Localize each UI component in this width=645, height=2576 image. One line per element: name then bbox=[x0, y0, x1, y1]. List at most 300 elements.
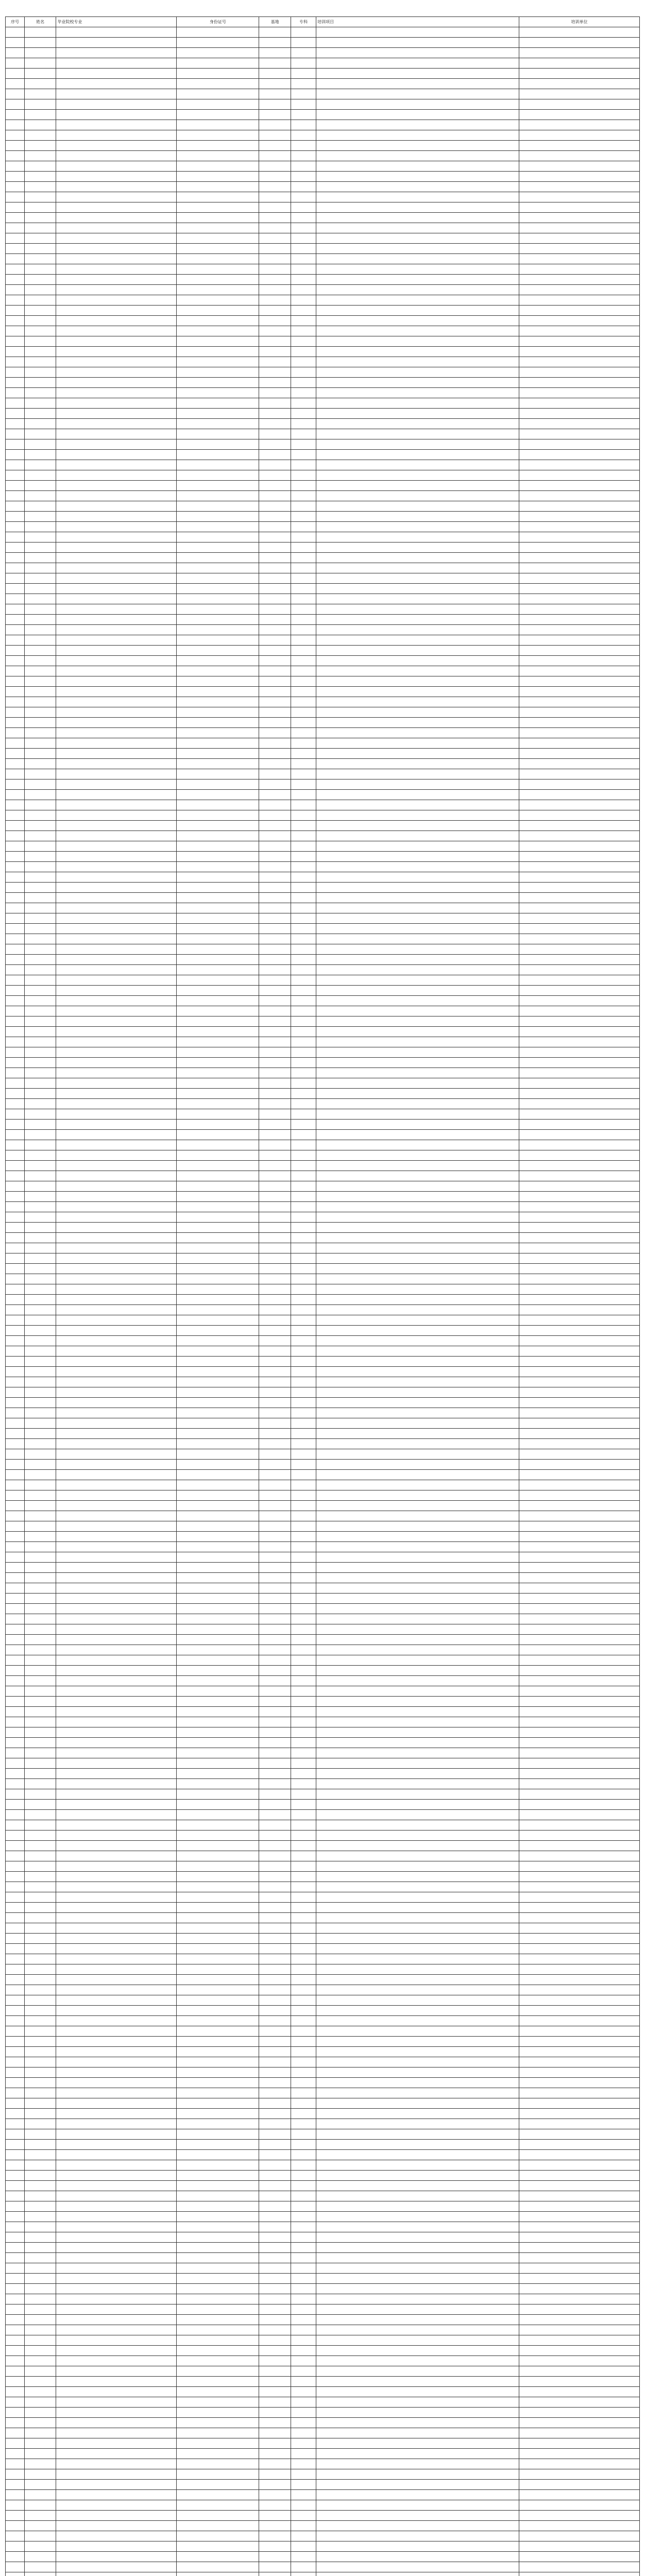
cell-specialty bbox=[291, 1140, 316, 1150]
cell-base bbox=[259, 2397, 291, 2408]
cell-school bbox=[56, 728, 177, 738]
cell-school bbox=[56, 1552, 177, 1563]
cell-base bbox=[259, 769, 291, 779]
cell-training-project bbox=[316, 1480, 519, 1490]
cell-training-project bbox=[316, 1624, 519, 1635]
cell-school bbox=[56, 955, 177, 965]
cell-training-unit bbox=[519, 1016, 640, 1027]
cell-specialty bbox=[291, 1511, 316, 1521]
cell-id-number bbox=[177, 2212, 259, 2222]
cell-training-unit bbox=[519, 2140, 640, 2150]
cell-training-unit bbox=[519, 69, 640, 79]
cell-school bbox=[56, 1954, 177, 1964]
table-row bbox=[6, 2356, 640, 2366]
cell-training-unit bbox=[519, 1449, 640, 1460]
table-row bbox=[6, 1655, 640, 1666]
cell-base bbox=[259, 604, 291, 615]
cell-base bbox=[259, 1233, 291, 1243]
cell-specialty bbox=[291, 1985, 316, 1995]
cell-base bbox=[259, 934, 291, 944]
cell-specialty bbox=[291, 2500, 316, 2511]
cell-id-number bbox=[177, 1604, 259, 1614]
cell-id-number bbox=[177, 944, 259, 955]
cell-training-unit bbox=[519, 2366, 640, 2377]
cell-id-number bbox=[177, 955, 259, 965]
cell-id-number bbox=[177, 2325, 259, 2335]
cell-base bbox=[259, 2212, 291, 2222]
cell-training-unit bbox=[519, 120, 640, 130]
cell-index bbox=[6, 439, 25, 450]
table-row bbox=[6, 151, 640, 161]
cell-specialty bbox=[291, 1315, 316, 1326]
cell-school bbox=[56, 1964, 177, 1975]
table-row bbox=[6, 2438, 640, 2449]
cell-specialty bbox=[291, 1212, 316, 1223]
cell-school bbox=[56, 2304, 177, 2315]
cell-training-unit bbox=[519, 1223, 640, 1233]
cell-training-unit bbox=[519, 676, 640, 687]
cell-school bbox=[56, 419, 177, 429]
cell-index bbox=[6, 2150, 25, 2160]
table-row bbox=[6, 69, 640, 79]
cell-id-number bbox=[177, 501, 259, 512]
cell-school bbox=[56, 986, 177, 996]
cell-specialty bbox=[291, 48, 316, 58]
cell-specialty bbox=[291, 810, 316, 821]
cell-specialty bbox=[291, 2067, 316, 2078]
cell-school bbox=[56, 1387, 177, 1398]
cell-name bbox=[25, 1284, 57, 1295]
cell-name bbox=[25, 1295, 57, 1305]
cell-training-project bbox=[316, 676, 519, 687]
cell-id-number bbox=[177, 1583, 259, 1594]
cell-name bbox=[25, 563, 57, 573]
table-row bbox=[6, 1521, 640, 1532]
cell-index bbox=[6, 2438, 25, 2449]
cell-school bbox=[56, 1089, 177, 1099]
cell-index bbox=[6, 749, 25, 759]
cell-training-unit bbox=[519, 666, 640, 676]
cell-index bbox=[6, 470, 25, 481]
cell-training-project bbox=[316, 470, 519, 481]
cell-base bbox=[259, 1068, 291, 1078]
table-row bbox=[6, 707, 640, 718]
cell-specialty bbox=[291, 213, 316, 223]
cell-name bbox=[25, 1789, 57, 1800]
cell-index bbox=[6, 1192, 25, 1202]
cell-training-unit bbox=[519, 2212, 640, 2222]
cell-school bbox=[56, 913, 177, 924]
cell-school bbox=[56, 594, 177, 604]
table-row bbox=[6, 1068, 640, 1078]
cell-name bbox=[25, 1387, 57, 1398]
cell-name bbox=[25, 1851, 57, 1861]
table-row bbox=[6, 615, 640, 625]
cell-specialty bbox=[291, 1295, 316, 1305]
cell-index bbox=[6, 2129, 25, 2140]
cell-school bbox=[56, 398, 177, 409]
cell-school bbox=[56, 2315, 177, 2325]
cell-specialty bbox=[291, 1326, 316, 1336]
cell-training-unit bbox=[519, 110, 640, 120]
cell-id-number bbox=[177, 2304, 259, 2315]
cell-specialty bbox=[291, 1037, 316, 1047]
cell-base bbox=[259, 903, 291, 913]
cell-index bbox=[6, 192, 25, 202]
cell-training-project bbox=[316, 1872, 519, 1882]
cell-id-number bbox=[177, 821, 259, 831]
cell-training-unit bbox=[519, 1274, 640, 1284]
cell-name bbox=[25, 1573, 57, 1583]
cell-index bbox=[6, 594, 25, 604]
table-row bbox=[6, 1305, 640, 1315]
cell-training-project bbox=[316, 779, 519, 790]
cell-id-number bbox=[177, 1923, 259, 1934]
cell-index bbox=[6, 738, 25, 749]
cell-specialty bbox=[291, 1387, 316, 1398]
cell-training-unit bbox=[519, 1594, 640, 1604]
cell-training-unit bbox=[519, 202, 640, 213]
cell-specialty bbox=[291, 1460, 316, 1470]
cell-specialty bbox=[291, 1748, 316, 1758]
cell-index bbox=[6, 1810, 25, 1820]
cell-training-unit bbox=[519, 2191, 640, 2201]
cell-training-project bbox=[316, 398, 519, 409]
table-row bbox=[6, 944, 640, 955]
table-row bbox=[6, 419, 640, 429]
cell-specialty bbox=[291, 604, 316, 615]
table-row bbox=[6, 1542, 640, 1552]
header-training-unit: 培训单位 bbox=[519, 17, 640, 27]
cell-training-project bbox=[316, 1233, 519, 1243]
table-row bbox=[6, 1975, 640, 1985]
cell-training-project bbox=[316, 2356, 519, 2366]
cell-name bbox=[25, 1377, 57, 1387]
table-row bbox=[6, 1449, 640, 1460]
cell-name bbox=[25, 1841, 57, 1851]
cell-training-project bbox=[316, 1800, 519, 1810]
cell-base bbox=[259, 367, 291, 378]
table-row bbox=[6, 2469, 640, 2480]
table-row bbox=[6, 2387, 640, 2397]
table-row bbox=[6, 862, 640, 872]
cell-index bbox=[6, 1418, 25, 1429]
cell-training-project bbox=[316, 1594, 519, 1604]
cell-specialty bbox=[291, 2088, 316, 2098]
cell-base bbox=[259, 1408, 291, 1418]
cell-base bbox=[259, 646, 291, 656]
cell-specialty bbox=[291, 491, 316, 501]
cell-school bbox=[56, 470, 177, 481]
cell-id-number bbox=[177, 532, 259, 543]
cell-name bbox=[25, 1326, 57, 1336]
cell-index bbox=[6, 2408, 25, 2418]
cell-base bbox=[259, 2490, 291, 2500]
cell-specialty bbox=[291, 1563, 316, 1573]
table-row bbox=[6, 584, 640, 594]
cell-name bbox=[25, 69, 57, 79]
cell-training-unit bbox=[519, 800, 640, 810]
cell-name bbox=[25, 2521, 57, 2531]
cell-training-unit bbox=[519, 944, 640, 955]
cell-base bbox=[259, 2418, 291, 2428]
cell-base bbox=[259, 697, 291, 707]
table-row bbox=[6, 1016, 640, 1027]
cell-school bbox=[56, 1913, 177, 1923]
cell-training-project bbox=[316, 913, 519, 924]
table-row bbox=[6, 934, 640, 944]
cell-base bbox=[259, 1851, 291, 1861]
cell-school bbox=[56, 1995, 177, 2006]
header-base: 基地 bbox=[259, 17, 291, 27]
cell-training-project bbox=[316, 1769, 519, 1779]
cell-name bbox=[25, 491, 57, 501]
cell-base bbox=[259, 1697, 291, 1707]
cell-training-unit bbox=[519, 522, 640, 532]
cell-name bbox=[25, 2459, 57, 2469]
cell-index bbox=[6, 1109, 25, 1120]
cell-specialty bbox=[291, 2098, 316, 2109]
cell-name bbox=[25, 1697, 57, 1707]
table-row bbox=[6, 439, 640, 450]
cell-training-unit bbox=[519, 1212, 640, 1223]
cell-training-unit bbox=[519, 1305, 640, 1315]
cell-index bbox=[6, 625, 25, 635]
cell-school bbox=[56, 1295, 177, 1305]
cell-id-number bbox=[177, 254, 259, 264]
cell-id-number bbox=[177, 2253, 259, 2263]
table-row bbox=[6, 409, 640, 419]
cell-training-project bbox=[316, 130, 519, 141]
cell-base bbox=[259, 707, 291, 718]
cell-base bbox=[259, 1676, 291, 1686]
cell-base bbox=[259, 975, 291, 986]
cell-training-unit bbox=[519, 470, 640, 481]
table-row bbox=[6, 2541, 640, 2552]
cell-name bbox=[25, 151, 57, 161]
cell-school bbox=[56, 2160, 177, 2171]
table-row bbox=[6, 2335, 640, 2346]
cell-training-project bbox=[316, 1748, 519, 1758]
cell-name bbox=[25, 27, 57, 38]
cell-school bbox=[56, 2480, 177, 2490]
cell-school bbox=[56, 2274, 177, 2284]
cell-base bbox=[259, 584, 291, 594]
cell-specialty bbox=[291, 99, 316, 110]
cell-school bbox=[56, 821, 177, 831]
cell-id-number bbox=[177, 1573, 259, 1583]
cell-training-project bbox=[316, 2140, 519, 2150]
cell-id-number bbox=[177, 2428, 259, 2438]
cell-specialty bbox=[291, 1171, 316, 1181]
table-row bbox=[6, 450, 640, 460]
table-row bbox=[6, 1181, 640, 1192]
cell-training-unit bbox=[519, 1243, 640, 1253]
cell-name bbox=[25, 2511, 57, 2521]
cell-school bbox=[56, 1511, 177, 1521]
table-row bbox=[6, 1552, 640, 1563]
cell-school bbox=[56, 852, 177, 862]
cell-base bbox=[259, 1047, 291, 1058]
table-row bbox=[6, 1563, 640, 1573]
cell-id-number bbox=[177, 718, 259, 728]
cell-school bbox=[56, 1532, 177, 1542]
cell-training-project bbox=[316, 594, 519, 604]
cell-training-unit bbox=[519, 615, 640, 625]
cell-index bbox=[6, 2212, 25, 2222]
cell-name bbox=[25, 1429, 57, 1439]
cell-name bbox=[25, 1130, 57, 1140]
cell-training-unit bbox=[519, 1490, 640, 1501]
cell-school bbox=[56, 1490, 177, 1501]
cell-id-number bbox=[177, 130, 259, 141]
cell-training-unit bbox=[519, 1037, 640, 1047]
cell-base bbox=[259, 1892, 291, 1903]
cell-school bbox=[56, 573, 177, 584]
cell-id-number bbox=[177, 1552, 259, 1563]
cell-specialty bbox=[291, 1831, 316, 1841]
table-row bbox=[6, 2140, 640, 2150]
cell-name bbox=[25, 2150, 57, 2160]
cell-training-project bbox=[316, 883, 519, 893]
cell-training-unit bbox=[519, 2562, 640, 2572]
cell-training-unit bbox=[519, 2119, 640, 2129]
cell-specialty bbox=[291, 69, 316, 79]
table-row bbox=[6, 1253, 640, 1264]
cell-training-project bbox=[316, 141, 519, 151]
cell-training-project bbox=[316, 1346, 519, 1357]
cell-school bbox=[56, 1594, 177, 1604]
cell-training-project bbox=[316, 759, 519, 769]
cell-training-unit bbox=[519, 1738, 640, 1748]
cell-training-project bbox=[316, 1460, 519, 1470]
cell-index bbox=[6, 1903, 25, 1913]
table-row bbox=[6, 2449, 640, 2459]
cell-name bbox=[25, 470, 57, 481]
cell-id-number bbox=[177, 2150, 259, 2160]
cell-school bbox=[56, 1748, 177, 1758]
cell-base bbox=[259, 1429, 291, 1439]
cell-index bbox=[6, 996, 25, 1006]
cell-training-project bbox=[316, 120, 519, 130]
cell-training-unit bbox=[519, 1357, 640, 1367]
cell-base bbox=[259, 1223, 291, 1233]
cell-id-number bbox=[177, 2232, 259, 2243]
cell-name bbox=[25, 2490, 57, 2500]
cell-training-project bbox=[316, 646, 519, 656]
cell-specialty bbox=[291, 347, 316, 357]
cell-specialty bbox=[291, 1717, 316, 1727]
cell-id-number bbox=[177, 584, 259, 594]
table-row bbox=[6, 2181, 640, 2191]
cell-specialty bbox=[291, 1398, 316, 1408]
cell-training-unit bbox=[519, 2006, 640, 2016]
cell-index bbox=[6, 512, 25, 522]
cell-specialty bbox=[291, 553, 316, 563]
cell-training-project bbox=[316, 2408, 519, 2418]
cell-training-unit bbox=[519, 779, 640, 790]
cell-training-unit bbox=[519, 656, 640, 666]
cell-training-unit bbox=[519, 2047, 640, 2057]
cell-name bbox=[25, 1666, 57, 1676]
cell-training-project bbox=[316, 161, 519, 172]
cell-training-unit bbox=[519, 1964, 640, 1975]
cell-name bbox=[25, 481, 57, 491]
cell-base bbox=[259, 1120, 291, 1130]
cell-id-number bbox=[177, 2098, 259, 2109]
cell-school bbox=[56, 1150, 177, 1161]
cell-training-project bbox=[316, 378, 519, 388]
cell-name bbox=[25, 1779, 57, 1789]
table-row bbox=[6, 1594, 640, 1604]
cell-training-project bbox=[316, 326, 519, 336]
cell-index bbox=[6, 357, 25, 367]
cell-training-unit bbox=[519, 594, 640, 604]
cell-base bbox=[259, 1027, 291, 1037]
table-row bbox=[6, 1460, 640, 1470]
cell-specialty bbox=[291, 965, 316, 975]
cell-base bbox=[259, 2449, 291, 2459]
cell-school bbox=[56, 439, 177, 450]
cell-id-number bbox=[177, 1542, 259, 1552]
cell-base bbox=[259, 110, 291, 120]
cell-school bbox=[56, 336, 177, 347]
cell-base bbox=[259, 1645, 291, 1655]
cell-base bbox=[259, 1398, 291, 1408]
cell-index bbox=[6, 38, 25, 48]
cell-index bbox=[6, 1604, 25, 1614]
table-row bbox=[6, 759, 640, 769]
cell-training-unit bbox=[519, 1192, 640, 1202]
cell-name bbox=[25, 1748, 57, 1758]
cell-name bbox=[25, 357, 57, 367]
cell-id-number bbox=[177, 336, 259, 347]
cell-training-project bbox=[316, 151, 519, 161]
cell-index bbox=[6, 2181, 25, 2191]
cell-training-unit bbox=[519, 2078, 640, 2088]
cell-training-project bbox=[316, 1161, 519, 1171]
cell-index bbox=[6, 1284, 25, 1295]
cell-base bbox=[259, 2243, 291, 2253]
cell-training-project bbox=[316, 944, 519, 955]
cell-id-number bbox=[177, 1954, 259, 1964]
cell-training-project bbox=[316, 1377, 519, 1387]
cell-training-unit bbox=[519, 2150, 640, 2160]
cell-base bbox=[259, 151, 291, 161]
cell-specialty bbox=[291, 1913, 316, 1923]
cell-name bbox=[25, 2129, 57, 2140]
cell-school bbox=[56, 831, 177, 841]
cell-index bbox=[6, 635, 25, 646]
table-row bbox=[6, 913, 640, 924]
cell-training-project bbox=[316, 996, 519, 1006]
cell-training-project bbox=[316, 1676, 519, 1686]
cell-name bbox=[25, 2541, 57, 2552]
cell-training-unit bbox=[519, 89, 640, 99]
cell-specialty bbox=[291, 1202, 316, 1212]
table-row bbox=[6, 2418, 640, 2428]
cell-specialty bbox=[291, 439, 316, 450]
cell-index bbox=[6, 2057, 25, 2067]
cell-base bbox=[259, 1841, 291, 1851]
cell-training-unit bbox=[519, 1583, 640, 1594]
cell-school bbox=[56, 326, 177, 336]
cell-specialty bbox=[291, 687, 316, 697]
cell-training-unit bbox=[519, 2232, 640, 2243]
table-row bbox=[6, 996, 640, 1006]
cell-school bbox=[56, 1583, 177, 1594]
table-row bbox=[6, 2078, 640, 2088]
